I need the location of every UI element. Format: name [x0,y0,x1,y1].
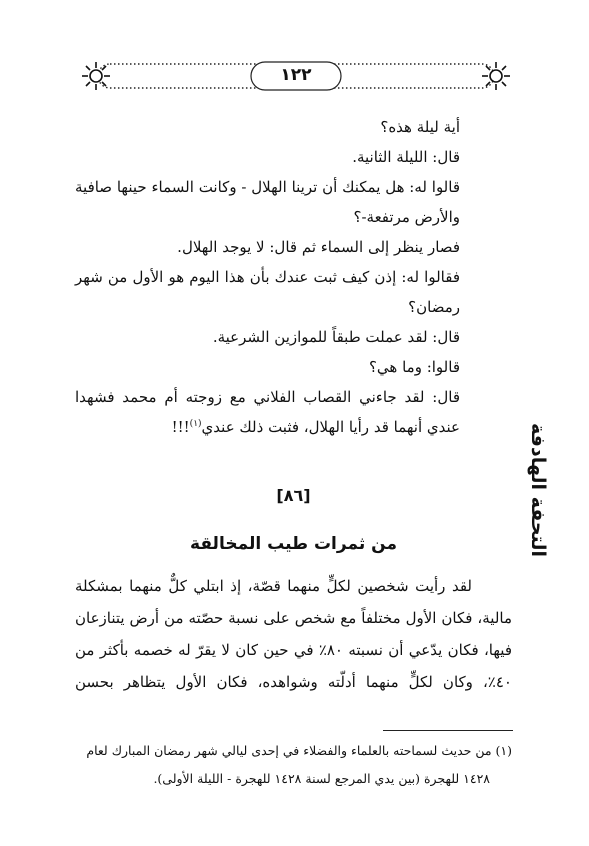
section-title: من ثمرات طيب المخالقة [190,534,397,554]
footnote-line: ١٤٢٨ للهجرة (بين يدي المرجع لسنة ١٤٢٨ للهجرة - الليلة الأولى). [153,771,490,786]
paragraph-last [75,382,512,442]
footnote [75,737,512,793]
paragraph: قال: لقد عملت طبقاً للموازين الشرعية. [212,328,460,346]
paragraph: فقالوا له: إذن كيف ثبت عندك بأن هذا اليوم هو الأول من شهر رمضان؟ [75,268,460,316]
section-text [75,570,512,698]
paragraph-text: قال: لقد جاءني القصاب الفلاني مع زوجته أم محمد فشهدا عندي أنهما قد رأيا الهلال، فثبت ذلك عندي [75,388,460,436]
page-number: ١٢٢ [280,65,312,85]
section-number: [٨٦] [276,486,311,505]
section-line: فيها، فكان يدّعي أن نسبته ٨٠٪ في حين كان لا يقرّ له خصمه بأكثر من [75,641,512,659]
exclamation: !!! [171,418,190,436]
main-text [75,112,512,442]
side-book-title: التحفة الهادفة [527,423,549,557]
section-line: مالية، فكان الأول مختلفاً مع شخص على نسبة حصّته من أرض يتنازعان [75,609,512,627]
paragraph: فصار ينظر إلى السماء ثم قال: لا يوجد الهلال. [177,238,460,256]
footnote-line: (١) من حديث لسماحته بالعلماء والفضلاء في إحدى ليالي شهر رمضان المبارك لعام [86,743,512,758]
page-header [76,58,516,94]
paragraph: قالوا: وما هي؟ [368,358,460,376]
paragraph: قال: الليلة الثانية. [352,148,460,166]
sun-ornament-left-icon [82,62,110,90]
paragraph: قالوا له: هل يمكنك أن ترينا الهلال - وكانت السماء حينها صافية والأرض مرتفعة-؟ [75,178,460,226]
footnote-divider [383,730,513,731]
sun-ornament-right-icon [482,62,510,90]
footnote-marker[interactable]: (١) [189,419,202,429]
section-line: لقد رأيت شخصين لكلٍّ منهما قصّة، إذ ابتلي كلٌّ منهما بمشكلة [75,577,472,595]
paragraph: أية ليلة هذه؟ [380,118,460,136]
section-line: ٤٠٪، وكان لكلٍّ منهما أدلّته وشواهده، فكان الأول يتظاهر بحسن [75,673,512,691]
